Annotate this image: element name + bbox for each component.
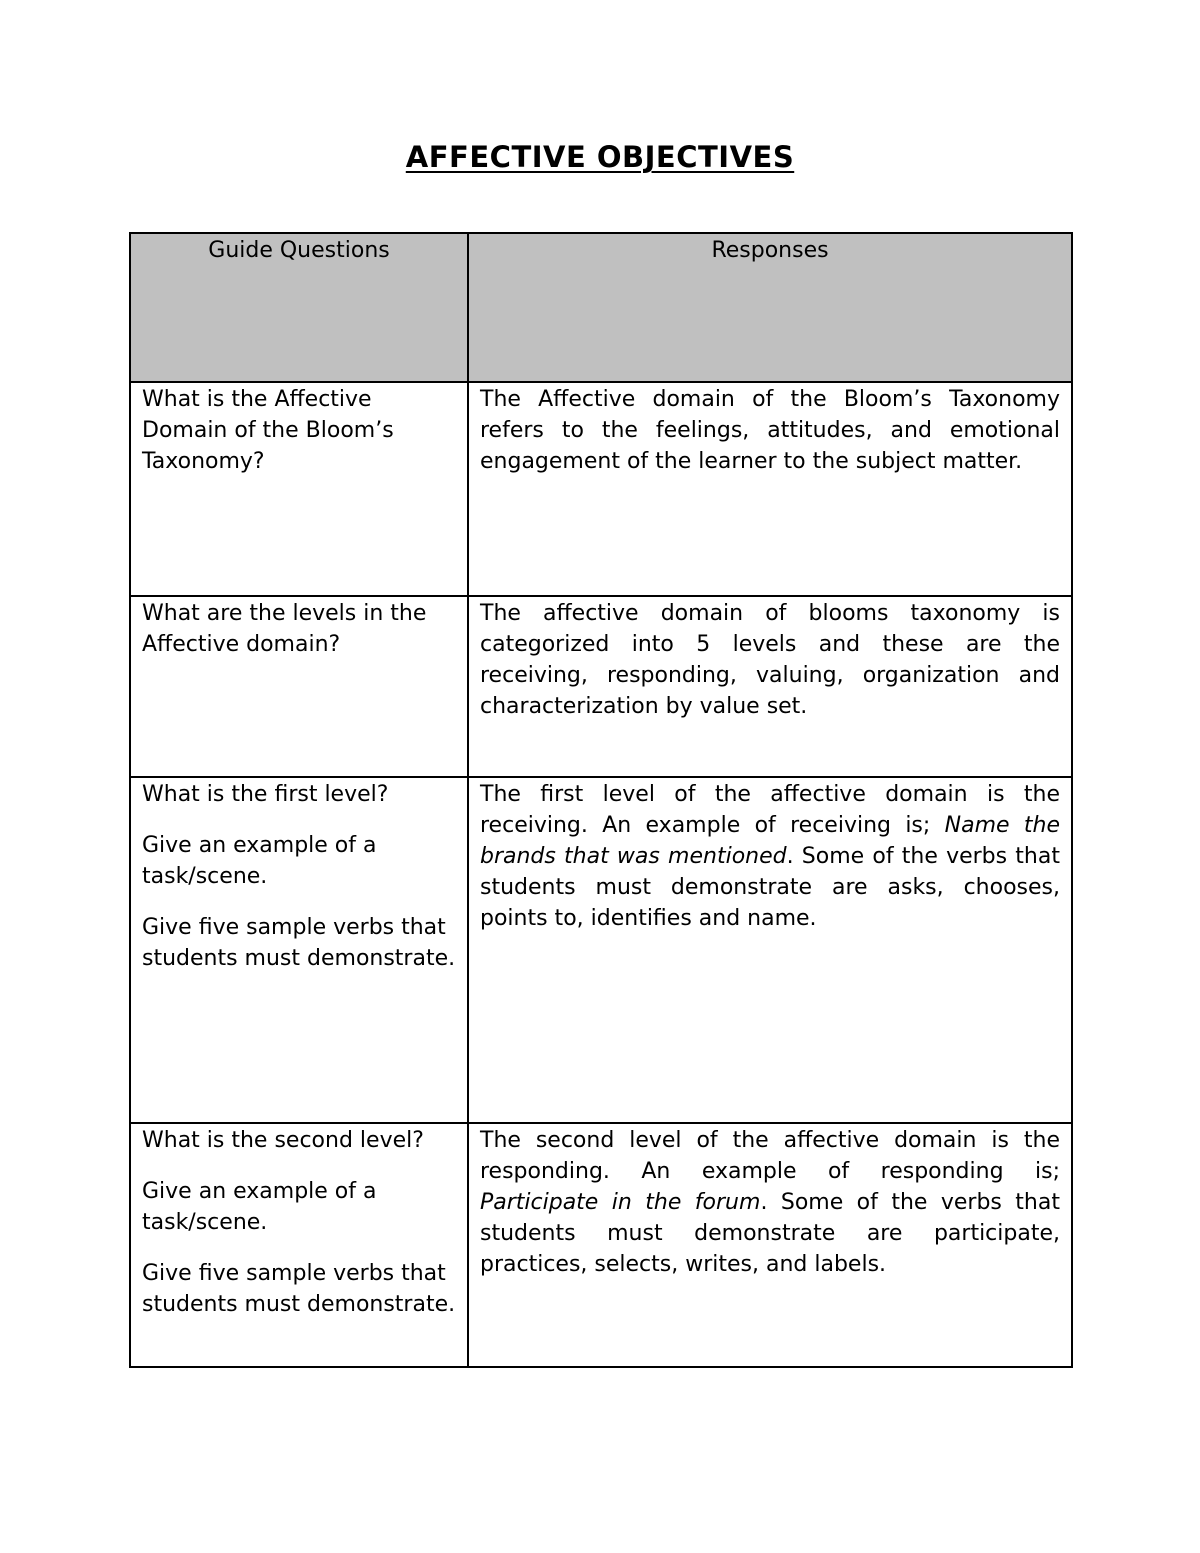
table-row <box>130 382 1072 596</box>
table-row <box>130 777 1072 1123</box>
response-text: The first level of the affective domain is the receiving. An example of receiving is; <box>480 782 1060 838</box>
question-text: Give five sample verbs that students must demonstrate. <box>142 915 456 971</box>
response-cell <box>468 382 1072 596</box>
response-text: The second level of the affective domain is the responding. An example of responding is; <box>480 1128 1060 1184</box>
table-row <box>130 1123 1072 1367</box>
header-guide-questions: Guide Questions <box>130 233 468 382</box>
question-cell <box>130 1123 468 1367</box>
question-cell <box>130 777 468 1123</box>
question-text: Give an example of a task/scene. <box>142 1179 377 1235</box>
table-header-row <box>130 233 1072 382</box>
objectives-table <box>129 232 1073 1368</box>
response-cell <box>468 777 1072 1123</box>
question-text: What is the Affective Domain of the Bloom’s Taxonomy? <box>142 387 394 474</box>
response-example-italic: Participate in the forum <box>480 1190 761 1215</box>
question-text: Give an example of a task/scene. <box>142 833 377 889</box>
question-text: Give five sample verbs that students must demonstrate. <box>142 1261 456 1317</box>
response-text: The Affective domain of the Bloom’s Taxonomy refers to the feelings, attitudes, and emotional engagement of the learner to the subject matter. <box>480 387 1060 474</box>
response-example-italic: Name the brands that was mentioned <box>480 813 1060 869</box>
question-cell <box>130 382 468 596</box>
question-cell <box>130 596 468 777</box>
question-text: What is the first level? <box>142 782 389 807</box>
response-cell <box>468 1123 1072 1367</box>
response-cell <box>468 596 1072 777</box>
table-row <box>130 596 1072 777</box>
response-text: The affective domain of blooms taxonomy is categorized into 5 levels and these are the receiving, responding, valuing, organization and characterization by value set. <box>480 601 1060 719</box>
response-text-continued: . Some of the verbs that students must demonstrate are asks, chooses, points to, identifies and name. <box>480 844 1060 931</box>
question-text: What are the levels in the Affective domain? <box>142 601 427 657</box>
response-text-continued: . Some of the verbs that students must demonstrate are participate, practices, selects, writes, and labels. <box>480 1190 1060 1277</box>
question-text: What is the second level? <box>142 1128 424 1153</box>
header-responses: Responses <box>468 233 1072 382</box>
page-title: AFFECTIVE OBJECTIVES <box>405 140 795 174</box>
